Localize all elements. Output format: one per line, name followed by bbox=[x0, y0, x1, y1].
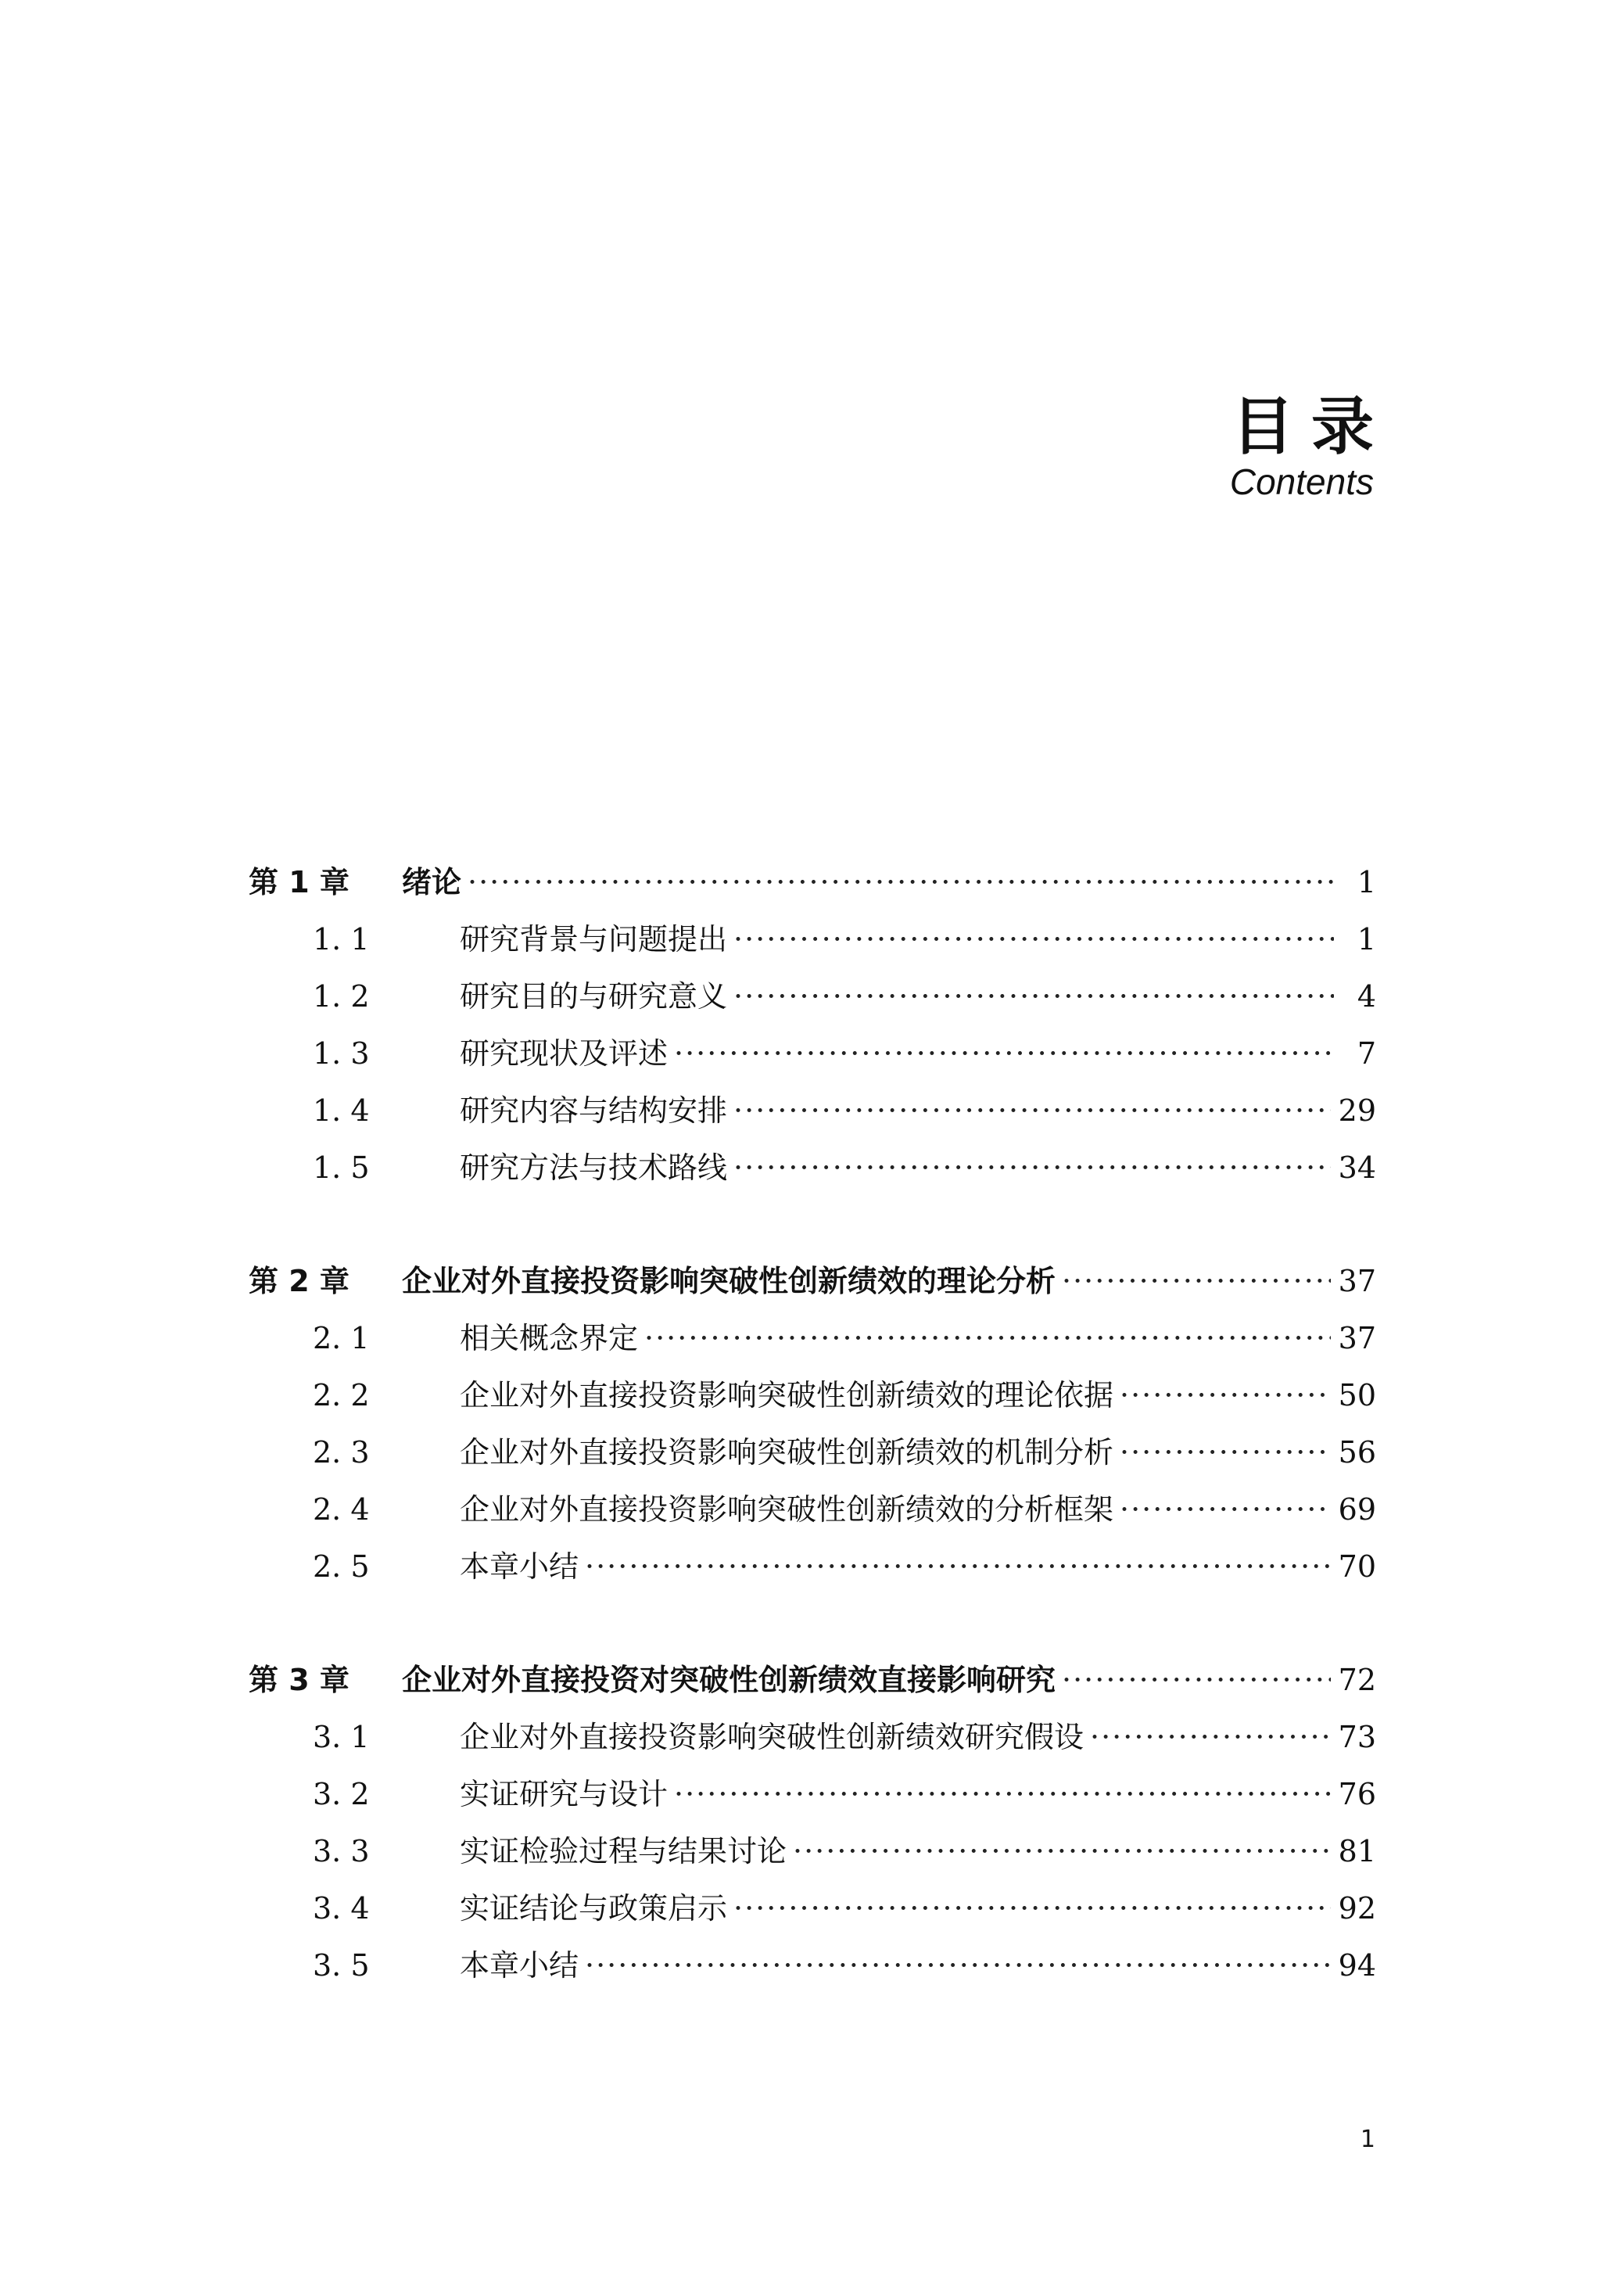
section-number: 3. 3 bbox=[313, 1834, 370, 1868]
page-number: 50 bbox=[1338, 1378, 1376, 1412]
section-title: 本章小结 bbox=[460, 1948, 579, 1983]
section-title: 研究现状及评述 bbox=[460, 1036, 669, 1071]
toc-section-1-4[interactable] bbox=[249, 1082, 1376, 1140]
section-title: 研究方法与技术路线 bbox=[460, 1150, 728, 1185]
dot-leader bbox=[733, 968, 1334, 1025]
page-number: 1 bbox=[1357, 865, 1376, 899]
dot-leader bbox=[468, 854, 1334, 911]
dot-leader bbox=[733, 1880, 1331, 1937]
page-number: 92 bbox=[1338, 1891, 1376, 1926]
section-number: 3. 2 bbox=[313, 1777, 370, 1811]
dot-leader bbox=[1120, 1367, 1331, 1424]
page-number: 7 bbox=[1357, 1036, 1376, 1071]
folio-page-number: 1 bbox=[1360, 2126, 1375, 2153]
page-number: 69 bbox=[1338, 1492, 1376, 1527]
section-title: 研究背景与问题提出 bbox=[460, 922, 728, 957]
section-title: 研究内容与结构安排 bbox=[460, 1093, 728, 1128]
section-title: 实证结论与政策启示 bbox=[460, 1891, 728, 1926]
page-number: 4 bbox=[1357, 979, 1376, 1014]
section-title: 企业对外直接投资影响突破性创新绩效的机制分析 bbox=[460, 1435, 1114, 1470]
toc-section-3-2[interactable] bbox=[249, 1766, 1376, 1823]
page-subtitle: Contents bbox=[1229, 461, 1374, 502]
section-title: 企业对外直接投资影响突破性创新绩效的理论依据 bbox=[460, 1378, 1114, 1412]
section-title: 相关概念界定 bbox=[460, 1321, 639, 1355]
dot-leader bbox=[674, 1766, 1331, 1823]
toc-section-3-4[interactable] bbox=[249, 1880, 1376, 1937]
toc-chapter-2[interactable] bbox=[249, 1253, 1376, 1310]
section-title: 企业对外直接投资影响突破性创新绩效的分析框架 bbox=[460, 1492, 1114, 1527]
toc-chapter-1[interactable] bbox=[249, 854, 1376, 911]
dot-leader bbox=[1120, 1424, 1331, 1481]
toc-section-1-1[interactable] bbox=[249, 911, 1376, 968]
dot-leader bbox=[733, 1140, 1331, 1197]
toc-section-1-3[interactable] bbox=[249, 1025, 1376, 1082]
toc-section-3-3[interactable] bbox=[249, 1823, 1376, 1880]
section-title: 企业对外直接投资影响突破性创新绩效研究假设 bbox=[460, 1720, 1084, 1754]
section-number: 2. 1 bbox=[313, 1321, 370, 1355]
chapter-number: 第 3 章 bbox=[249, 1663, 350, 1697]
chapter-title: 绪论 bbox=[402, 865, 462, 899]
page-number: 81 bbox=[1338, 1834, 1376, 1868]
page-title: 目录 bbox=[1231, 390, 1391, 463]
section-title: 实证检验过程与结果讨论 bbox=[460, 1834, 787, 1868]
toc-section-1-2[interactable] bbox=[249, 968, 1376, 1025]
dot-leader bbox=[733, 1082, 1331, 1140]
section-number: 2. 5 bbox=[313, 1549, 370, 1584]
section-number: 3. 5 bbox=[313, 1948, 370, 1983]
page-number: 37 bbox=[1338, 1264, 1376, 1298]
dot-leader bbox=[585, 1538, 1331, 1595]
toc-section-2-2[interactable] bbox=[249, 1367, 1376, 1424]
dot-leader bbox=[733, 911, 1334, 968]
page-number: 76 bbox=[1338, 1777, 1376, 1811]
page-number: 94 bbox=[1338, 1948, 1376, 1983]
page-number: 34 bbox=[1338, 1150, 1376, 1185]
section-number: 3. 1 bbox=[313, 1720, 370, 1754]
dot-leader bbox=[585, 1937, 1331, 1994]
chapter-number: 第 2 章 bbox=[249, 1264, 350, 1298]
toc-section-3-5[interactable] bbox=[249, 1937, 1376, 1994]
page-number: 73 bbox=[1338, 1720, 1376, 1754]
toc-section-2-4[interactable] bbox=[249, 1481, 1376, 1538]
dot-leader bbox=[1062, 1253, 1331, 1310]
toc-section-3-1[interactable] bbox=[249, 1709, 1376, 1766]
contents-heading bbox=[1229, 390, 1391, 504]
dot-leader bbox=[644, 1310, 1331, 1367]
page-number: 29 bbox=[1338, 1093, 1376, 1128]
section-number: 1. 5 bbox=[313, 1150, 370, 1185]
toc-section-2-5[interactable] bbox=[249, 1538, 1376, 1595]
toc-chapter-3[interactable] bbox=[249, 1652, 1376, 1709]
page-number: 1 bbox=[1357, 922, 1376, 957]
chapter-title: 企业对外直接投资影响突破性创新绩效的理论分析 bbox=[402, 1264, 1056, 1298]
dot-leader bbox=[1062, 1652, 1331, 1709]
section-title: 本章小结 bbox=[460, 1549, 579, 1584]
chapter-title: 企业对外直接投资对突破性创新绩效直接影响研究 bbox=[402, 1663, 1056, 1697]
section-number: 1. 3 bbox=[313, 1036, 370, 1071]
page-number: 70 bbox=[1338, 1549, 1376, 1584]
page-number: 56 bbox=[1338, 1435, 1376, 1470]
section-title: 实证研究与设计 bbox=[460, 1777, 669, 1811]
section-number: 1. 1 bbox=[313, 922, 370, 957]
section-number: 2. 2 bbox=[313, 1378, 370, 1412]
dot-leader bbox=[1090, 1709, 1331, 1766]
chapter-number: 第 1 章 bbox=[249, 865, 350, 899]
table-of-contents bbox=[249, 854, 1376, 1994]
dot-leader bbox=[793, 1823, 1331, 1880]
toc-section-2-3[interactable] bbox=[249, 1424, 1376, 1481]
dot-leader bbox=[1120, 1481, 1331, 1538]
dot-leader bbox=[674, 1025, 1334, 1082]
page-number: 72 bbox=[1338, 1663, 1376, 1697]
toc-section-1-5[interactable] bbox=[249, 1140, 1376, 1197]
section-number: 3. 4 bbox=[313, 1891, 370, 1926]
section-number: 2. 3 bbox=[313, 1435, 370, 1470]
page-number: 37 bbox=[1338, 1321, 1376, 1355]
section-number: 1. 2 bbox=[313, 979, 370, 1014]
section-number: 1. 4 bbox=[313, 1093, 370, 1128]
section-title: 研究目的与研究意义 bbox=[460, 979, 728, 1014]
section-number: 2. 4 bbox=[313, 1492, 370, 1527]
toc-section-2-1[interactable] bbox=[249, 1310, 1376, 1367]
